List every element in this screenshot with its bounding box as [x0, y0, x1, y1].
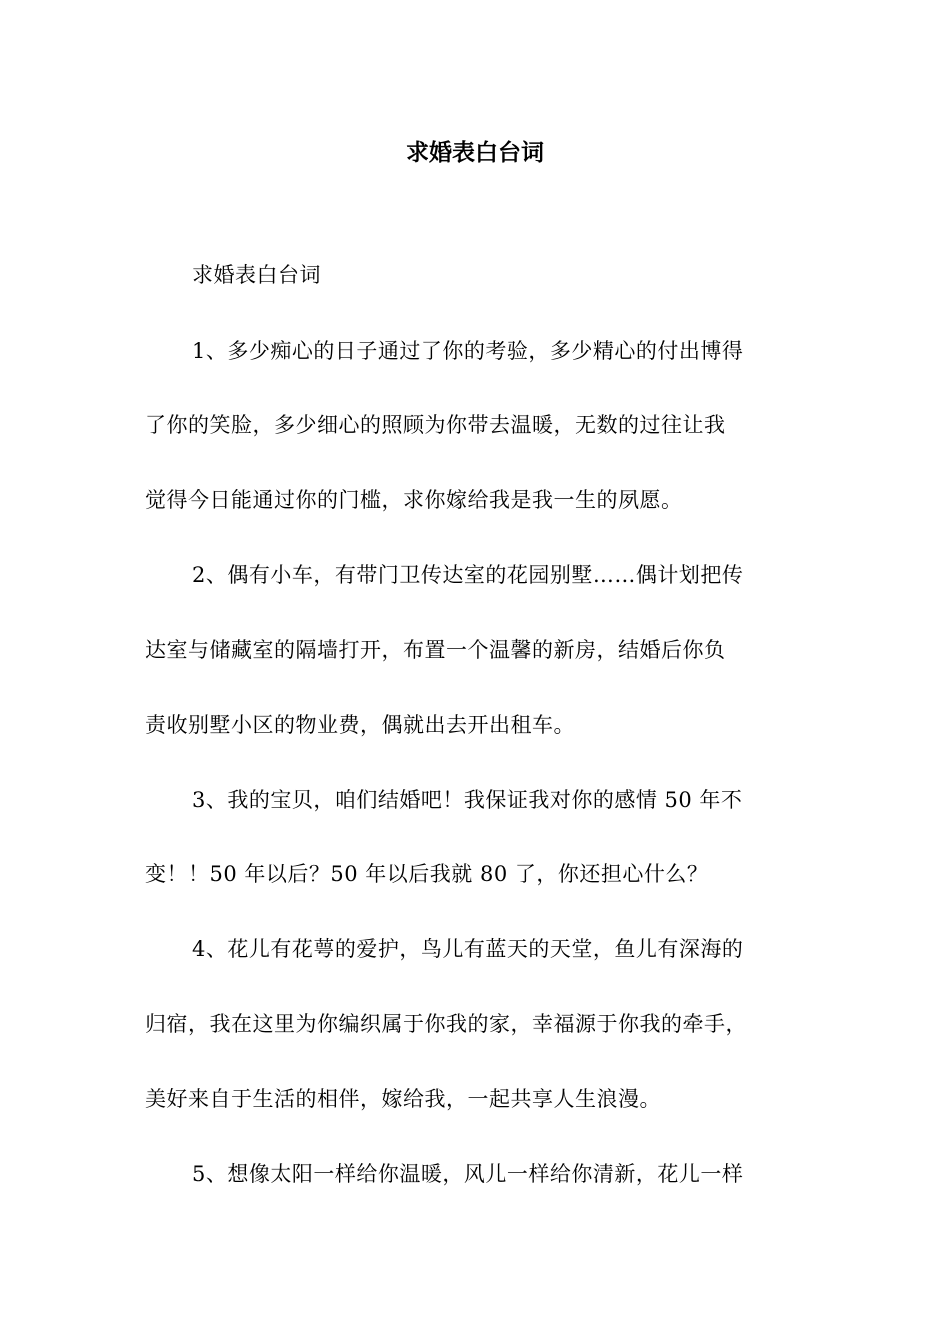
paragraph-line: 了你的笑脸，多少细心的照顾为你带去温暖，无数的过往让我 [145, 413, 726, 437]
paragraph-line: 达室与储藏室的隔墙打开，布置一个温馨的新房，结婚后你负 [145, 638, 726, 662]
paragraph-line: 美好来自于生活的相伴，嫁给我，一起共享人生浪漫。 [145, 1087, 661, 1111]
document-title: 求婚表白台词 [406, 140, 544, 166]
paragraph-line: 4、花儿有花萼的爱护，鸟儿有蓝天的天堂，鱼儿有深海的 [192, 937, 744, 961]
paragraph-line: 2、偶有小车，有带门卫传达室的花园别墅……偶计划把传 [192, 563, 744, 587]
paragraph-line: 变！！50 年以后？50 年以后我就 80 了，你还担心什么？ [145, 862, 709, 886]
paragraph-line: 归宿，我在这里为你编织属于你我的家，幸福源于你我的牵手， [145, 1012, 747, 1036]
paragraph-line: 责收别墅小区的物业费，偶就出去开出租车。 [145, 713, 575, 737]
paragraph-line: 求婚表白台词 [192, 263, 321, 287]
paragraph-line: 3、我的宝贝，咱们结婚吧！我保证我对你的感情 50 年不 [192, 788, 743, 812]
paragraph-line: 1、多少痴心的日子通过了你的考验，多少精心的付出博得 [192, 339, 744, 363]
paragraph-line: 觉得今日能通过你的门槛，求你嫁给我是我一生的夙愿。 [145, 488, 683, 512]
paragraph-line: 5、想像太阳一样给你温暖，风儿一样给你清新，花儿一样 [192, 1162, 744, 1186]
